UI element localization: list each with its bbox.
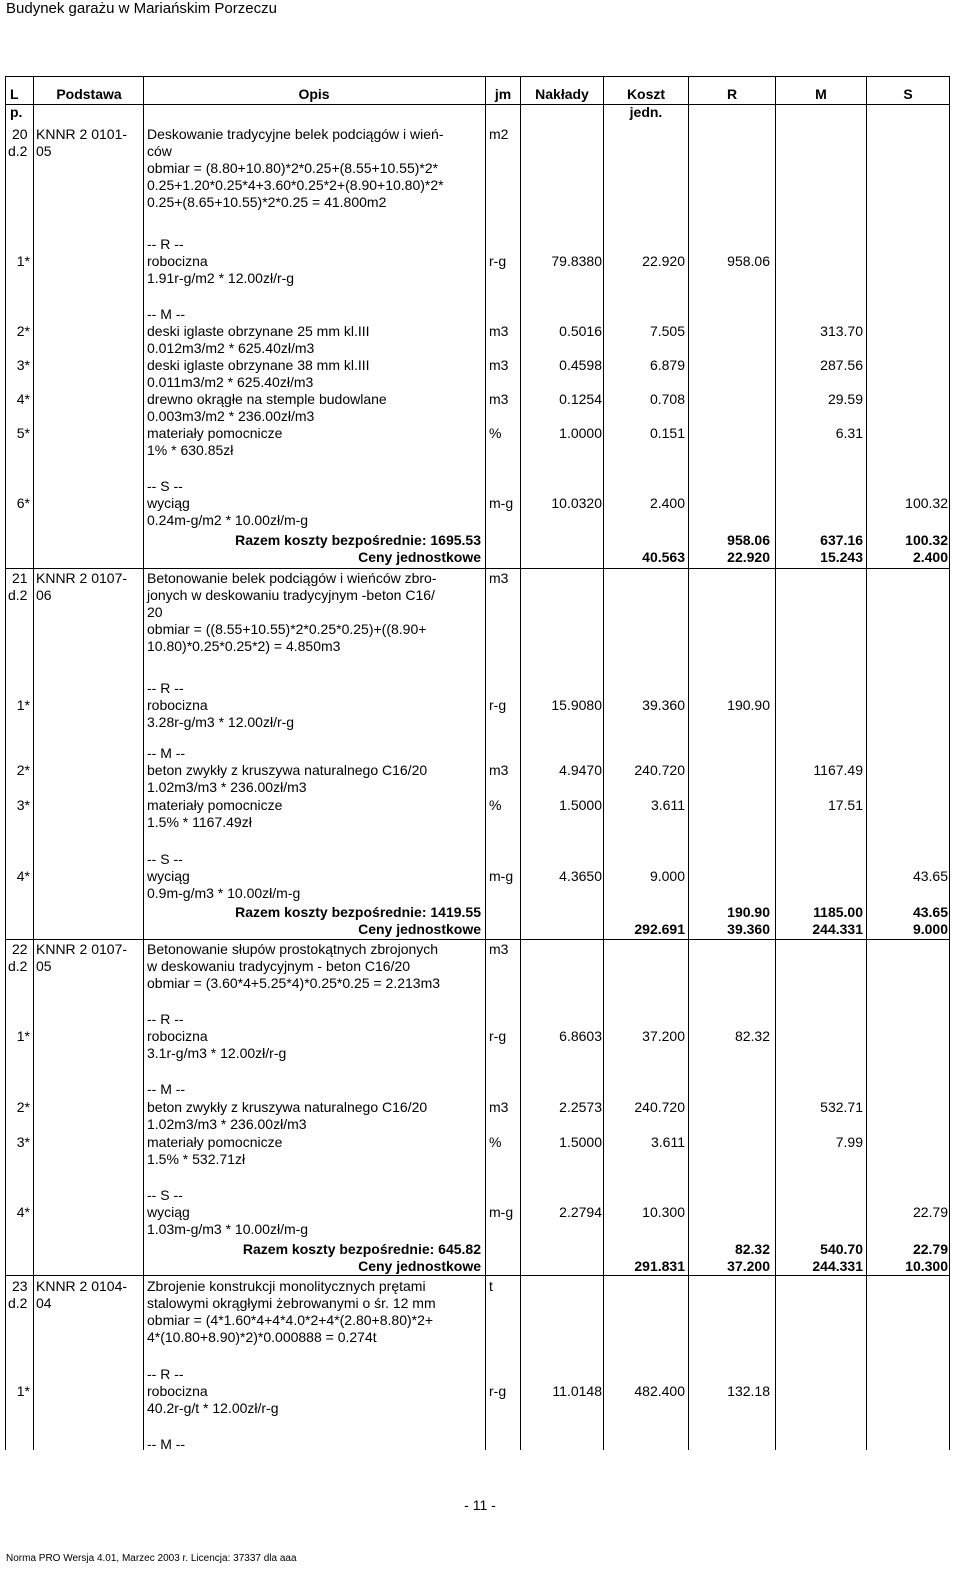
item-unit: r-g: [489, 253, 507, 269]
item-unit-cost: 0.151: [649, 425, 685, 441]
section-head: -- R --: [147, 1011, 184, 1027]
item-formula: 1.02m3/m3 * 236.00zł/m3: [147, 1116, 307, 1132]
price-s: 9.000: [912, 921, 948, 937]
item-unit-cost: 0.708: [649, 391, 685, 407]
col-header-naklady: Nakłady: [535, 86, 589, 102]
sum-r: 82.32: [734, 1241, 770, 1257]
item-unit: r-g: [489, 1028, 507, 1044]
item-unit: m-g: [489, 495, 514, 511]
item-name: materiały pomocnicze: [147, 1134, 283, 1150]
position-description-line: obmiar = ((8.55+10.55)*2*0.25*0.25)+((8.90+: [147, 621, 427, 637]
price-m: 15.243: [820, 549, 863, 565]
item-unit-cost: 39.360: [642, 697, 685, 713]
item-unit: %: [489, 425, 502, 441]
item-number: 1*: [16, 1383, 30, 1399]
sum-m: 540.70: [820, 1241, 863, 1257]
item-unit-cost: 482.400: [634, 1383, 685, 1399]
col-border: [33, 76, 34, 1450]
col-header-koszt: Koszt: [626, 86, 666, 102]
position-description-line: w deskowaniu tradycyjnym - beton C16/20: [147, 958, 411, 974]
item-m: 1167.49: [813, 762, 863, 778]
item-formula: 3.1r-g/m3 * 12.00zł/r-g: [147, 1045, 287, 1061]
position-basis: KNNR 2 0107-: [36, 941, 128, 957]
col-header-opis: Opis: [298, 86, 330, 102]
item-formula: 1.02m3/m3 * 236.00zł/m3: [147, 779, 307, 795]
sum-m: 1185.00: [813, 904, 863, 920]
item-number: 1*: [16, 697, 30, 713]
item-quantity: 1.0000: [559, 425, 602, 441]
section-head: -- R --: [147, 236, 184, 252]
footer-note: Norma PRO Wersja 4.01, Marzec 2003 r. Licencja: 37337 dla aaa: [6, 1553, 297, 1564]
section-head: -- R --: [147, 1366, 184, 1382]
item-number: 1*: [16, 253, 30, 269]
position-description-line: Betonowanie słupów prostokątnych zbrojonych: [147, 941, 439, 957]
item-r: 82.32: [734, 1028, 770, 1044]
sum-r: 958.06: [727, 532, 770, 548]
price-r: 37.200: [727, 1258, 770, 1274]
col-header-r: R: [726, 86, 738, 102]
section-head: -- M --: [147, 1081, 186, 1097]
section-head: -- S --: [147, 851, 183, 867]
position-basis-2: 05: [36, 958, 52, 974]
position-sub: d.2: [8, 143, 28, 159]
item-number: 4*: [16, 1204, 30, 1220]
sum-s: 22.79: [912, 1241, 948, 1257]
sum-label: Razem koszty bezpośrednie: 1695.53: [235, 532, 481, 548]
item-number: 4*: [16, 868, 30, 884]
item-formula: 3.28r-g/m3 * 12.00zł/r-g: [147, 714, 295, 730]
item-unit-cost: 22.920: [642, 253, 685, 269]
item-unit: m-g: [489, 1204, 514, 1220]
item-name: materiały pomocnicze: [147, 425, 283, 441]
sum-label: Razem koszty bezpośrednie: 1419.55: [235, 904, 481, 920]
position-unit: m3: [489, 570, 509, 586]
item-quantity: 1.5000: [559, 1134, 602, 1150]
col-header-s: S: [903, 86, 913, 102]
item-unit: m-g: [489, 868, 514, 884]
item-s: 100.32: [905, 495, 948, 511]
item-number: 4*: [16, 391, 30, 407]
item-unit: m3: [489, 1099, 509, 1115]
item-unit-cost: 6.879: [649, 357, 685, 373]
position-description-line: 0.25+1.20*0.25*4+3.60*0.25*2+(8.90+10.80)*2*: [147, 177, 444, 193]
item-number: 3*: [16, 1134, 30, 1150]
item-name: wyciąg: [147, 495, 190, 511]
item-r: 132.18: [727, 1383, 770, 1399]
item-s: 43.65: [912, 868, 948, 884]
item-formula: 1.91r-g/m2 * 12.00zł/r-g: [147, 270, 295, 286]
item-formula: 0.24m-g/m2 * 10.00zł/m-g: [147, 512, 309, 528]
document-header: Budynek garażu w Mariańskim Porzeczu: [6, 0, 277, 17]
item-m: 313.70: [820, 323, 863, 339]
item-unit: m3: [489, 391, 509, 407]
position-basis-2: 05: [36, 143, 52, 159]
item-unit: r-g: [489, 697, 507, 713]
item-quantity: 2.2794: [559, 1204, 602, 1220]
position-basis-2: 06: [36, 587, 52, 603]
item-unit: m3: [489, 357, 509, 373]
position-unit: m2: [489, 126, 509, 142]
col-header-lp: p.: [10, 104, 23, 120]
item-name: robocizna: [147, 1028, 208, 1044]
item-formula: 1.03m-g/m3 * 10.00zł/m-g: [147, 1221, 309, 1237]
item-quantity: 0.5016: [559, 323, 602, 339]
col-border: [949, 76, 950, 1450]
item-formula: 0.011m3/m2 * 625.40zł/m3: [147, 374, 314, 390]
item-name: robocizna: [147, 1383, 208, 1399]
position-description-line: ców: [147, 143, 172, 159]
item-number: 2*: [16, 762, 30, 778]
item-quantity: 4.9470: [559, 762, 602, 778]
item-formula: 40.2r-g/t * 12.00zł/r-g: [147, 1400, 279, 1416]
item-formula: 1% * 630.85zł: [147, 442, 234, 458]
item-quantity: 79.8380: [551, 253, 602, 269]
position-basis-2: 04: [36, 1295, 52, 1311]
item-unit: m3: [489, 323, 509, 339]
item-quantity: 10.0320: [551, 495, 602, 511]
col-header-m: M: [815, 86, 827, 102]
position-description-line: 20: [147, 604, 163, 620]
price-r: 22.920: [727, 549, 770, 565]
item-name: wyciąg: [147, 1204, 190, 1220]
position-basis: KNNR 2 0107-: [36, 570, 128, 586]
col-header-jm: jm: [494, 86, 512, 102]
position-number: 22: [12, 941, 28, 957]
sum-r: 190.90: [727, 904, 770, 920]
item-number: 2*: [16, 1099, 30, 1115]
item-unit-cost: 240.720: [634, 762, 685, 778]
row-separator: [5, 568, 949, 569]
section-head: -- R --: [147, 680, 184, 696]
item-unit-cost: 9.000: [649, 868, 685, 884]
row-separator: [5, 1275, 949, 1276]
col-border: [485, 76, 486, 1450]
item-unit: r-g: [489, 1383, 507, 1399]
item-m: 17.51: [827, 797, 863, 813]
position-description-line: stalowymi okrągłymi żebrowanymi o śr. 12 mm: [147, 1295, 436, 1311]
position-unit: m3: [489, 941, 509, 957]
item-number: 2*: [16, 323, 30, 339]
sum-unit-cost: 40.563: [642, 549, 685, 565]
item-name: deski iglaste obrzynane 25 mm kl.III: [147, 323, 370, 339]
position-description-line: jonych w deskowaniu tradycyjnym -beton C16/: [147, 587, 435, 603]
item-quantity: 15.9080: [551, 697, 602, 713]
item-name: deski iglaste obrzynane 38 mm kl.III: [147, 357, 370, 373]
position-description-line: Betonowanie belek podciągów i wieńców zbro-: [147, 570, 437, 586]
col-header-koszt-jedn: jedn.: [629, 104, 663, 120]
position-description-line: 0.25+(8.65+10.55)*2*0.25 = 41.800m2: [147, 194, 387, 210]
item-quantity: 1.5000: [559, 797, 602, 813]
sum-unit-cost: 291.831: [634, 1258, 685, 1274]
item-name: robocizna: [147, 253, 208, 269]
item-r: 190.90: [727, 697, 770, 713]
item-name: beton zwykły z kruszywa naturalnego C16/20: [147, 1099, 428, 1115]
sum-m: 637.16: [820, 532, 863, 548]
item-unit-cost: 37.200: [642, 1028, 685, 1044]
price-r: 39.360: [727, 921, 770, 937]
item-number: 1*: [16, 1028, 30, 1044]
position-description-line: obmiar = (8.80+10.80)*2*0.25+(8.55+10.55)*2*: [147, 160, 439, 176]
item-quantity: 6.8603: [559, 1028, 602, 1044]
item-s: 22.79: [912, 1204, 948, 1220]
item-unit-cost: 2.400: [649, 495, 685, 511]
section-head: -- M --: [147, 745, 186, 761]
position-number: 21: [12, 570, 28, 586]
item-quantity: 0.4598: [559, 357, 602, 373]
sum-unit-prices: Ceny jednostkowe: [358, 921, 481, 937]
price-m: 244.331: [812, 921, 863, 937]
table-top-border: [5, 76, 949, 77]
item-quantity: 2.2573: [559, 1099, 602, 1115]
position-sub: d.2: [8, 958, 28, 974]
section-head: -- S --: [147, 478, 183, 494]
item-number: 6*: [16, 495, 30, 511]
sum-s: 43.65: [912, 904, 948, 920]
item-formula: 0.003m3/m2 * 236.00zł/m3: [147, 408, 315, 424]
item-m: 7.99: [835, 1134, 863, 1150]
col-header-podstawa: Podstawa: [56, 86, 122, 102]
item-name: drewno okrągłe na stemple budowlane: [147, 391, 387, 407]
price-s: 2.400: [912, 549, 948, 565]
item-name: wyciąg: [147, 868, 190, 884]
item-number: 3*: [16, 357, 30, 373]
item-unit-cost: 3.611: [651, 797, 685, 813]
position-number: 20: [12, 126, 28, 142]
price-m: 244.331: [812, 1258, 863, 1274]
item-name: beton zwykły z kruszywa naturalnego C16/20: [147, 762, 428, 778]
section-head: -- M --: [147, 306, 186, 322]
item-number: 5*: [16, 425, 30, 441]
item-unit-cost: 10.300: [642, 1204, 685, 1220]
item-formula: 1.5% * 1167.49zł: [147, 814, 252, 830]
sum-unit-prices: Ceny jednostkowe: [358, 549, 481, 565]
sum-unit-cost: 292.691: [634, 921, 685, 937]
sum-label: Razem koszty bezpośrednie: 645.82: [242, 1241, 481, 1257]
position-description-line: Zbrojenie konstrukcji monolitycznych prętami: [147, 1278, 426, 1294]
section-head: -- S --: [147, 1187, 183, 1203]
header-separator: [5, 104, 949, 105]
position-sub: d.2: [8, 587, 28, 603]
position-description-line: 10.80)*0.25*0.25*2) = 4.850m3: [147, 638, 341, 654]
position-basis: KNNR 2 0104-: [36, 1278, 128, 1294]
item-r: 958.06: [727, 253, 770, 269]
position-number: 23: [12, 1278, 28, 1294]
price-s: 10.300: [905, 1258, 948, 1274]
position-sub: d.2: [8, 1295, 28, 1311]
section-head: -- M --: [147, 1436, 186, 1452]
col-header-l: L: [10, 86, 19, 102]
sum-unit-prices: Ceny jednostkowe: [358, 1258, 481, 1274]
item-unit: %: [489, 1134, 502, 1150]
position-basis: KNNR 2 0101-: [36, 126, 128, 142]
sum-s: 100.32: [905, 532, 948, 548]
row-separator: [5, 939, 949, 940]
item-number: 3*: [16, 797, 30, 813]
position-description-line: Deskowanie tradycyjne belek podciągów i wień-: [147, 126, 444, 142]
item-formula: 0.9m-g/m3 * 10.00zł/m-g: [147, 885, 301, 901]
position-unit: t: [489, 1278, 493, 1294]
item-formula: 0.012m3/m2 * 625.40zł/m3: [147, 340, 315, 356]
position-description-line: obmiar = (4*1.60*4+4*4.0*2+4*(2.80+8.80)*2+: [147, 1312, 434, 1328]
position-description-line: obmiar = (3.60*4+5.25*4)*0.25*0.25 = 2.213m3: [147, 975, 441, 991]
item-quantity: 4.3650: [559, 868, 602, 884]
page-number: - 11 -: [464, 1497, 496, 1513]
item-name: robocizna: [147, 697, 208, 713]
item-name: materiały pomocnicze: [147, 797, 283, 813]
item-m: 29.59: [827, 391, 863, 407]
item-unit-cost: 7.505: [649, 323, 685, 339]
item-m: 287.56: [820, 357, 863, 373]
item-unit-cost: 240.720: [634, 1099, 685, 1115]
item-m: 6.31: [835, 425, 863, 441]
item-unit-cost: 3.611: [651, 1134, 685, 1150]
item-quantity: 11.0148: [552, 1383, 602, 1399]
item-unit: %: [489, 797, 502, 813]
item-m: 532.71: [820, 1099, 863, 1115]
item-quantity: 0.1254: [559, 391, 602, 407]
item-unit: m3: [489, 762, 509, 778]
position-description-line: 4*(10.80+8.90)*2)*0.000888 = 0.274t: [147, 1329, 377, 1345]
item-formula: 1.5% * 532.71zł: [147, 1151, 246, 1167]
